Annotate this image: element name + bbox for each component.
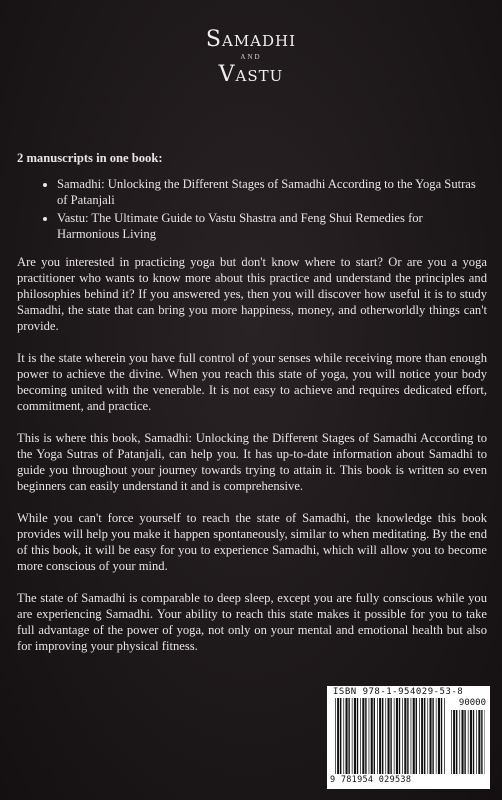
manuscript-item: • Samadhi: Unlocking the Different Stages of Samadhi According to the Yoga Sutras of Patanjali — [57, 176, 487, 208]
barcode-bars-icon — [335, 698, 445, 774]
intro-heading: 2 manuscripts in one book: — [17, 151, 163, 165]
barcode-digits: 9 781954 029538 — [330, 775, 412, 785]
title-samadhi: Samadhi — [205, 27, 297, 52]
manuscript-item: • Vastu: The Ultimate Guide to Vastu Shastra and Feng Shui Remedies for Harmonious Living — [57, 210, 487, 242]
paragraph: This is where this book, Samadhi: Unlocking the Different Stages of Samadhi According to the Yoga Sutras of Patanjali, can help you. It has up-to-date information about Samadhi to guide you throughout your journey towards trying to attain it. This book is written so even beginners can easily understand it and is comprehensive. — [17, 431, 487, 493]
isbn-barcode — [327, 686, 490, 789]
isbn-label: ISBN 978-1-954029-53-8 — [333, 687, 464, 697]
title-and: AND — [240, 53, 262, 61]
price-code: 90000 — [458, 698, 486, 708]
manuscript-list — [17, 176, 487, 242]
paragraph: Are you interested in practicing yoga but don't know where to start? Or are you a yoga practitioner who wants to know more about this practice and understand the principles and philosophies behind it? If you answered yes, then you will discover how useful it is to study Samadhi, the state that can bring you more happiness, money, and otherworldly things can't provide. — [17, 255, 487, 333]
back-cover-text — [17, 150, 487, 670]
title-vastu: Vastu — [218, 62, 284, 87]
book-title — [0, 28, 502, 87]
paragraph: It is the state wherein you have full control of your senses while receiving more than enough power to achieve the divine. When you reach this state of yoga, you will notice your body becoming united with the venerable. It is not easy to achieve and requires dedicated effort, commitment, and practice. — [17, 351, 487, 413]
paragraph: The state of Samadhi is comparable to deep sleep, except you are fully conscious while you are experiencing Samadhi. Your ability to reach this state makes it possible for you to take full advantage of the power of yoga, not only on your mental and emotional health but also for improving your physical fitness. — [17, 591, 487, 653]
paragraph: While you can't force yourself to reach the state of Samadhi, the knowledge this book provides will help you make it happen spontaneously, similar to when meditating. By the end of this book, it will be easy for you to experience Samadhi, which will allow you to become more conscious of your mind. — [17, 511, 487, 573]
barcode-addon-bars-icon — [451, 710, 485, 774]
